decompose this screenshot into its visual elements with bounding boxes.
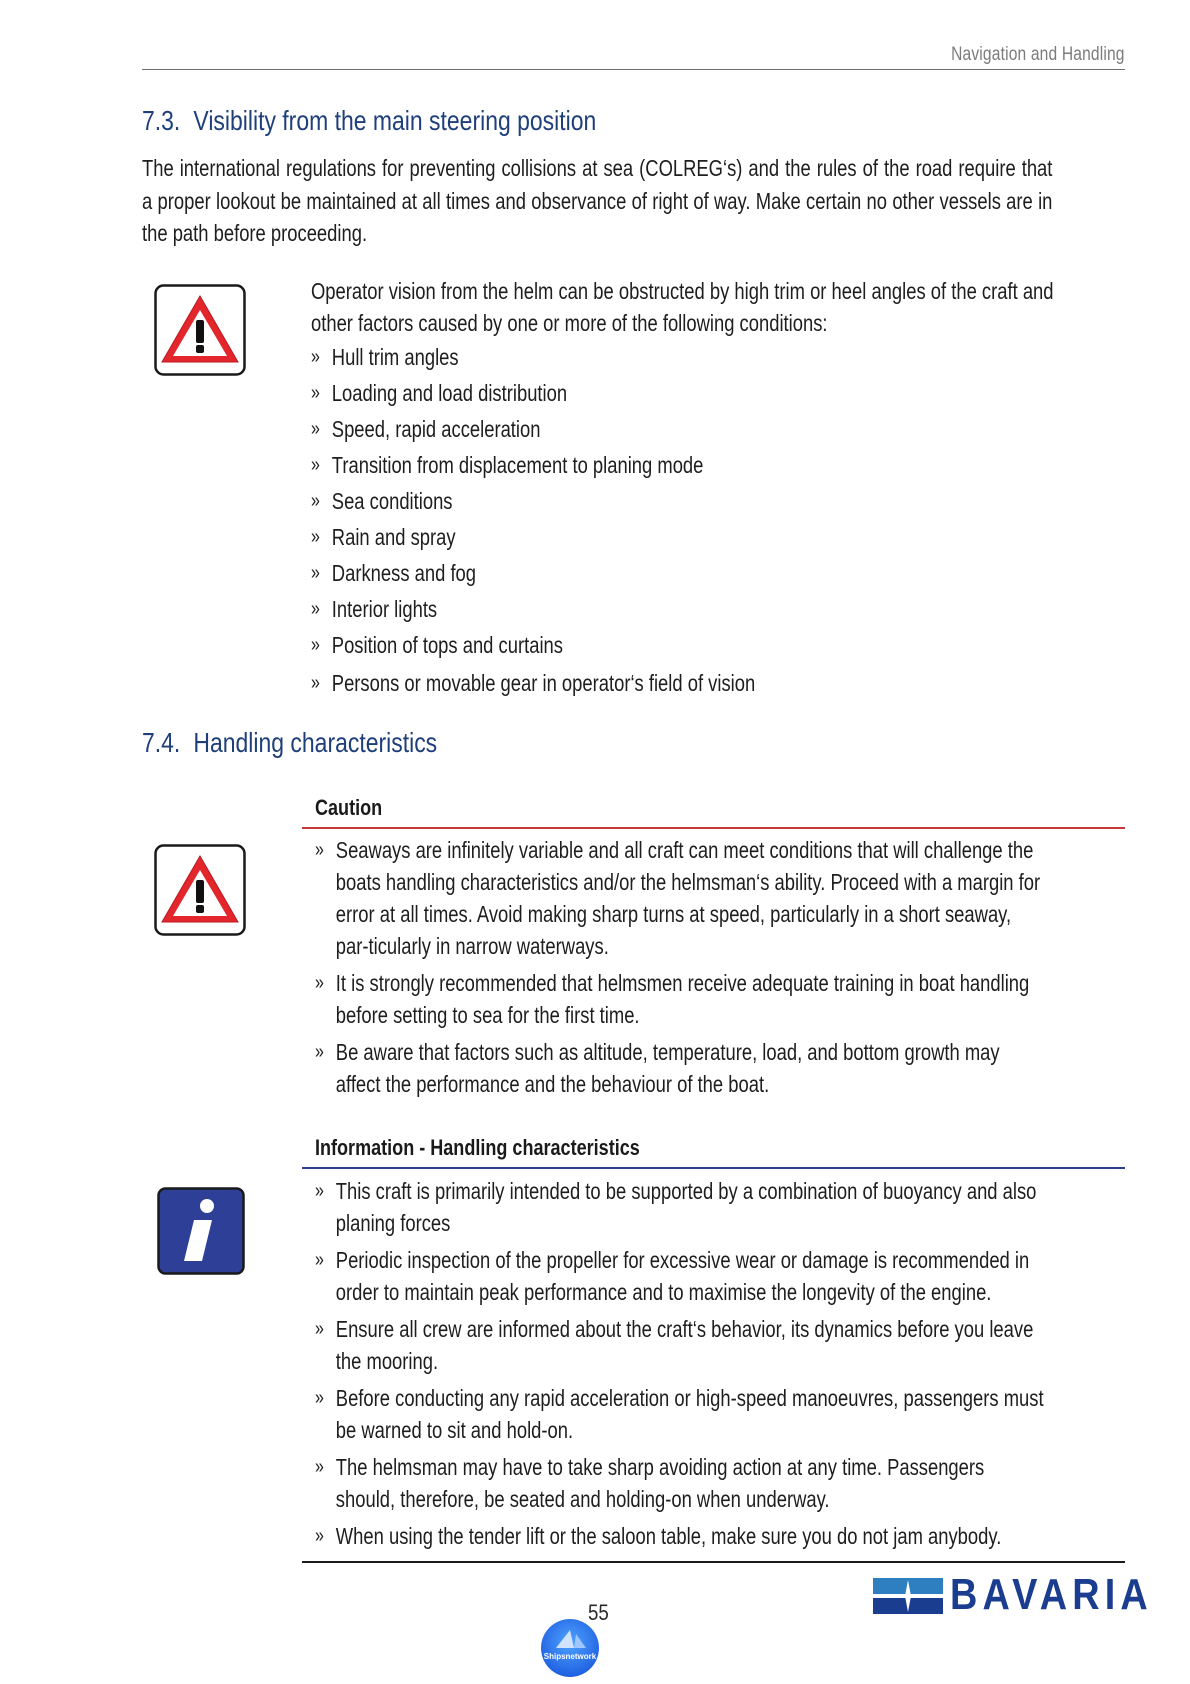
list-item: » Rain and spray (311, 524, 456, 550)
list-item: » When using the tender lift or the saloon table, make sure you do not jam anybody. (315, 1523, 1002, 1549)
list-item: » Loading and load distribution (311, 380, 568, 406)
information-rule (302, 1167, 1125, 1169)
section-7-4-title (142, 727, 437, 759)
list-item: » Speed, rapid acceleration (311, 416, 541, 442)
section-title-text: Handling characteristics (193, 727, 438, 758)
warning-triangle-icon (154, 844, 246, 941)
information-list (315, 1175, 1045, 1557)
running-head: Navigation and Handling (951, 44, 1125, 65)
information-icon (157, 1187, 245, 1280)
information-bottom-rule (302, 1561, 1125, 1563)
list-item: » Seaways are infinitely variable and all craft can meet conditions that will challenge the boats handling characteristics and/or the helmsman‘s ability. Proceed with a margin for error at all times. Avoid making sharp turns at speed, particularly in a short seaway, par-ticularly in narrow waterways. (315, 837, 1041, 959)
conditions-list (311, 341, 1064, 699)
brand-name: BAVARIA (950, 1570, 1153, 1619)
warning-triangle-icon (154, 284, 246, 381)
list-item: » The helmsman may have to take sharp avoiding action at any time. Passengers should, therefore, be seated and holding-on when underway. (315, 1454, 985, 1512)
visibility-warning-block (311, 275, 1064, 703)
list-item: » Sea conditions (311, 488, 453, 514)
list-item: » Hull trim angles (311, 344, 459, 370)
caution-rule (302, 827, 1125, 829)
list-item: » Darkness and fog (311, 560, 477, 586)
information-heading: Information - Handling characteristics (315, 1135, 640, 1160)
list-item: » Be aware that factors such as altitude, temperature, load, and bottom growth may affect the performance and the behaviour of the boat. (315, 1039, 1000, 1097)
list-item: » This craft is primarily intended to be supported by a combination of buoyancy and also planing forces (315, 1178, 1037, 1236)
list-item: » Before conducting any rapid acceleration or high-speed manoeuvres, passengers must be warned to sit and hold-on. (315, 1385, 1044, 1443)
caution-heading: Caution (315, 795, 383, 820)
badge-text: Shipsnetwork (543, 1652, 597, 1661)
section-number: 7.4. (142, 727, 181, 758)
colreg-paragraph: The international regulations for preventing collisions at sea (COLREG‘s) and the rules of the road require that a proper lookout be maintained at all times and observance of right of way. Make certain no other vessels are in the path before proceeding. (142, 155, 1053, 246)
bavaria-logo-mark (873, 1578, 943, 1619)
shipsnetwork-badge (540, 1618, 600, 1683)
list-item: » It is strongly recommended that helmsmen receive adequate training in boat handling before setting to sea for the first time. (315, 970, 1030, 1028)
page-number: 55 (588, 1600, 609, 1625)
list-item: » Position of tops and curtains (311, 632, 563, 658)
section-number: 7.3. (142, 105, 181, 136)
list-item: » Persons or movable gear in operator‘s field of vision (311, 670, 756, 696)
list-item: » Ensure all crew are informed about the craft‘s behavior, its dynamics before you leave the mooring. (315, 1316, 1034, 1374)
header-rule (142, 69, 1125, 70)
list-item: » Periodic inspection of the propeller for excessive wear or damage is recommended in order to maintain peak performance and to maximise the longevity of the engine. (315, 1247, 1030, 1305)
section-7-3-title (142, 105, 596, 137)
list-item: » Transition from displacement to planing mode (311, 452, 704, 478)
list-item: » Interior lights (311, 596, 438, 622)
caution-list (315, 834, 1045, 1105)
warning-intro: Operator vision from the helm can be obstructed by high trim or heel angles of the craft and other factors caused by one or more of the following conditions: (311, 278, 1054, 336)
section-title-text: Visibility from the main steering position (193, 105, 597, 136)
